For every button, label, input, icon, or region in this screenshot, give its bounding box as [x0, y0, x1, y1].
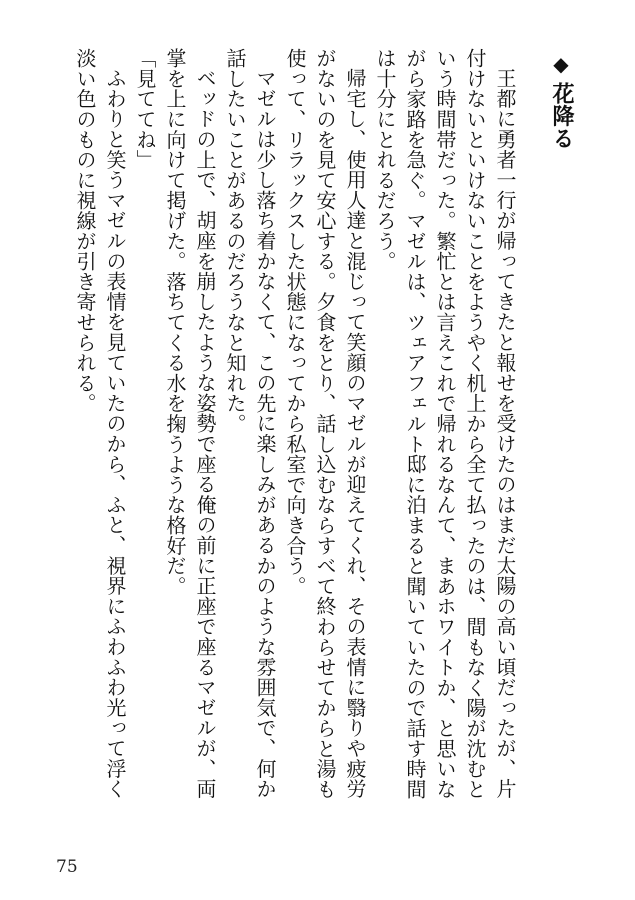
paragraph-4: ベッドの上で、胡座を崩したような姿勢で座る俺の前に正座で座るマゼルが、両掌を上に向けて掲げた。落ちてくる水を掬うような格好だ。 [163, 48, 217, 799]
paragraph-1: 王都に勇者一行が帰ってきたと報せを受けたのはまだ太陽の高い頃だったが、片付けないといけないことをようやく机上から全て払ったのは、間もなく陽が沈むという時間帯だった。繁忙とは言えこれで帰れるなんて、まあホワイトか、と思いながら家路を急ぐ。マゼルは、ツェアフェルト邸に泊まると聞いていたので話す時間は十分にとれるだろう。 [373, 48, 517, 800]
chapter-heading [546, 48, 576, 803]
diamond-bullet-icon: ◆ [549, 52, 573, 77]
dialogue-line: 「見ててね」 [133, 48, 157, 170]
page-number: 75 [56, 857, 78, 877]
paragraph-2: 帰宅し、使用人達と混じって笑顔のマゼルが迎えてくれ、その表情に翳りや疲労がないのを見て安心する。夕食をとり、話し込むならすべて終わらせてからと湯も使って、リラックスした状態になってから私室で向き合う。 [283, 48, 367, 800]
paragraph-6: ふわりと笑うマゼルの表情を見ていたのから、ふと、視界にふわふわ光って浮く淡い色のものに視線が引き寄せられる。 [73, 48, 127, 799]
chapter-title: 花降る [549, 82, 574, 150]
paragraph-3: マゼルは少し落ち着かなくて、この先に楽しみがあるかのような雰囲気で、何か話したいことがあるのだろうなと知れた。 [223, 48, 277, 799]
vertical-text-body [73, 48, 576, 803]
